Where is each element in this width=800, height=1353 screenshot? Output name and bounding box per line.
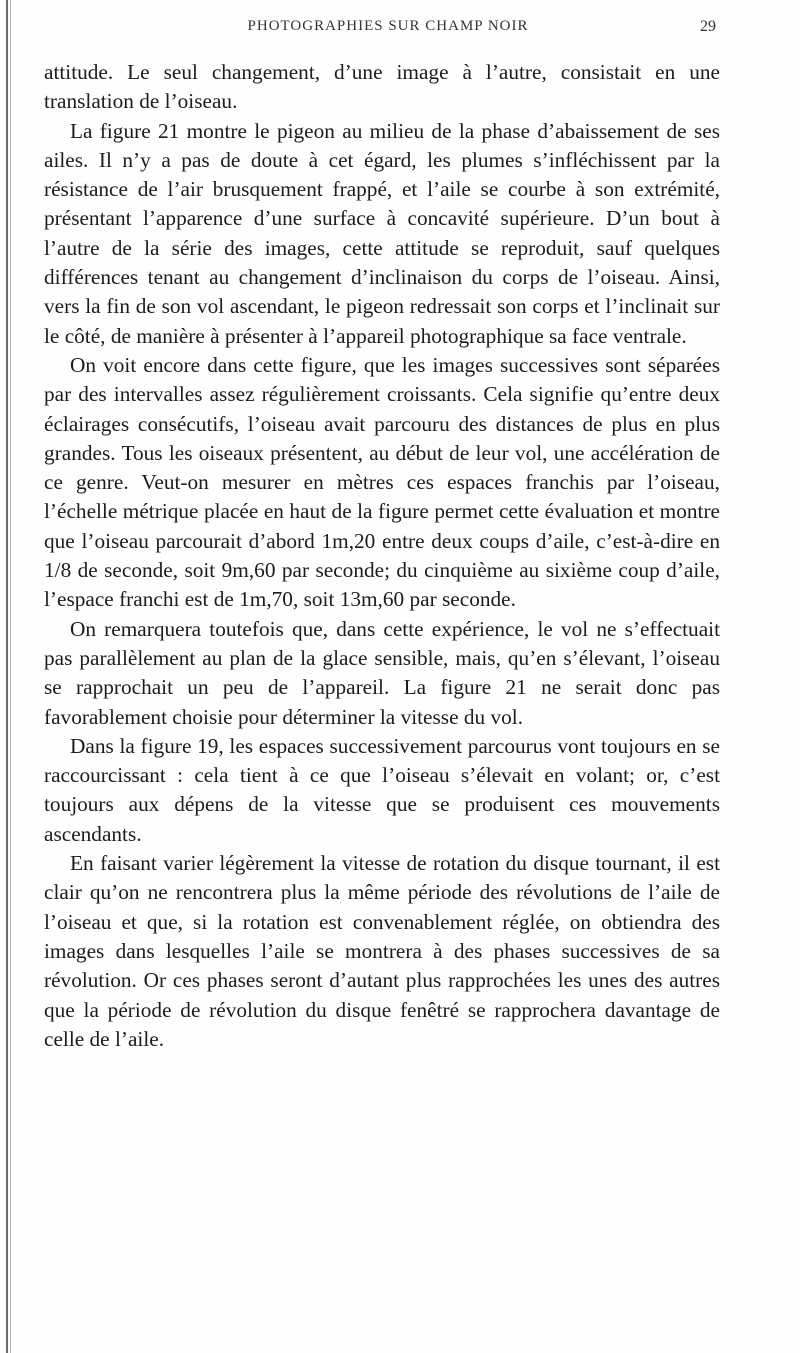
paragraph-1: attitude. Le seul changement, d’une image à l’autre, consistait en une translation de l’oiseau. — [44, 60, 720, 114]
page-number: 29 — [700, 18, 716, 35]
binding-edge-inner — [10, 0, 11, 1353]
running-head — [60, 18, 716, 48]
paragraph-4: On remarquera toutefois que, dans cette expérience, le vol ne s’effectuait pas parallèlement au plan de la glace sensible, mais, qu’en s’élevant, l’oiseau se rapprochait un peu de l’appareil. La figure 21 ne serait donc pas favorablement choisie pour déterminer la vitesse du vol. — [44, 616, 720, 729]
binding-edge — [6, 0, 8, 1353]
body-text — [44, 58, 720, 1054]
paragraph-6: En faisant varier légèrement la vitesse de rotation du disque tournant, il est clair qu’on ne rencontrera plus la même période des révolutions de l’aile de l’oiseau et que, si la rotation est convenablement réglée, on obtiendra des images dans lesquelles l’aile se montrera à des phases successives de sa révolution. Or ces phases seront d’autant plus rapprochées les unes des autres que la période de révolution du disque fenêtré se rapprochera davantage de celle de l’aile. — [44, 851, 720, 1051]
paragraph-3: On voit encore dans cette figure, que les images successives sont séparées par des intervalles assez régulièrement croissants. Cela signifie qu’entre deux éclairages consécutifs, l’oiseau avait parcouru des distances de plus en plus grandes. Tous les oiseaux présentent, au début de leur vol, une accélération de ce genre. Veut-on mesurer en mètres ces espaces franchis par l’oiseau, l’échelle métrique placée en haut de la figure permet cette évaluation et montre que l’oiseau parcourait d’abord 1m,20 entre deux coups d’aile, c’est-à-dire en 1/8 de seconde, soit 9m,60 par seconde; du cinquième au sixième coup d’aile, l’espace franchi est de 1m,70, soit 13m,60 par seconde. — [44, 352, 720, 612]
paragraph-5: Dans la figure 19, les espaces successivement parcourus vont toujours en se raccourcissant : cela tient à ce que l’oiseau s’élevait en volant; or, c’est toujours aux dépens de la vitesse que se produisent ces mouvements ascendants. — [44, 733, 720, 846]
running-title: PHOTOGRAPHIES SUR CHAMP NOIR — [247, 18, 529, 34]
paragraph-2: La figure 21 montre le pigeon au milieu de la phase d’abaissement de ses ailes. Il n’y a pas de doute à cet égard, les plumes s’infléchissent par la résistance de l’air brusquement frappé, et l’aile se courbe à son extrémité, présentant l’apparence d’une surface à concavité supérieure. D’un bout à l’autre de la série des images, cette attitude se reproduit, sauf quelques différences tenant au changement d’inclinaison du corps de l’oiseau. Ainsi, vers la fin de son vol ascendant, le pigeon redressait son corps et l’inclinait sur le côté, de manière à présenter à l’appareil photographique sa face ventrale. — [44, 118, 720, 348]
